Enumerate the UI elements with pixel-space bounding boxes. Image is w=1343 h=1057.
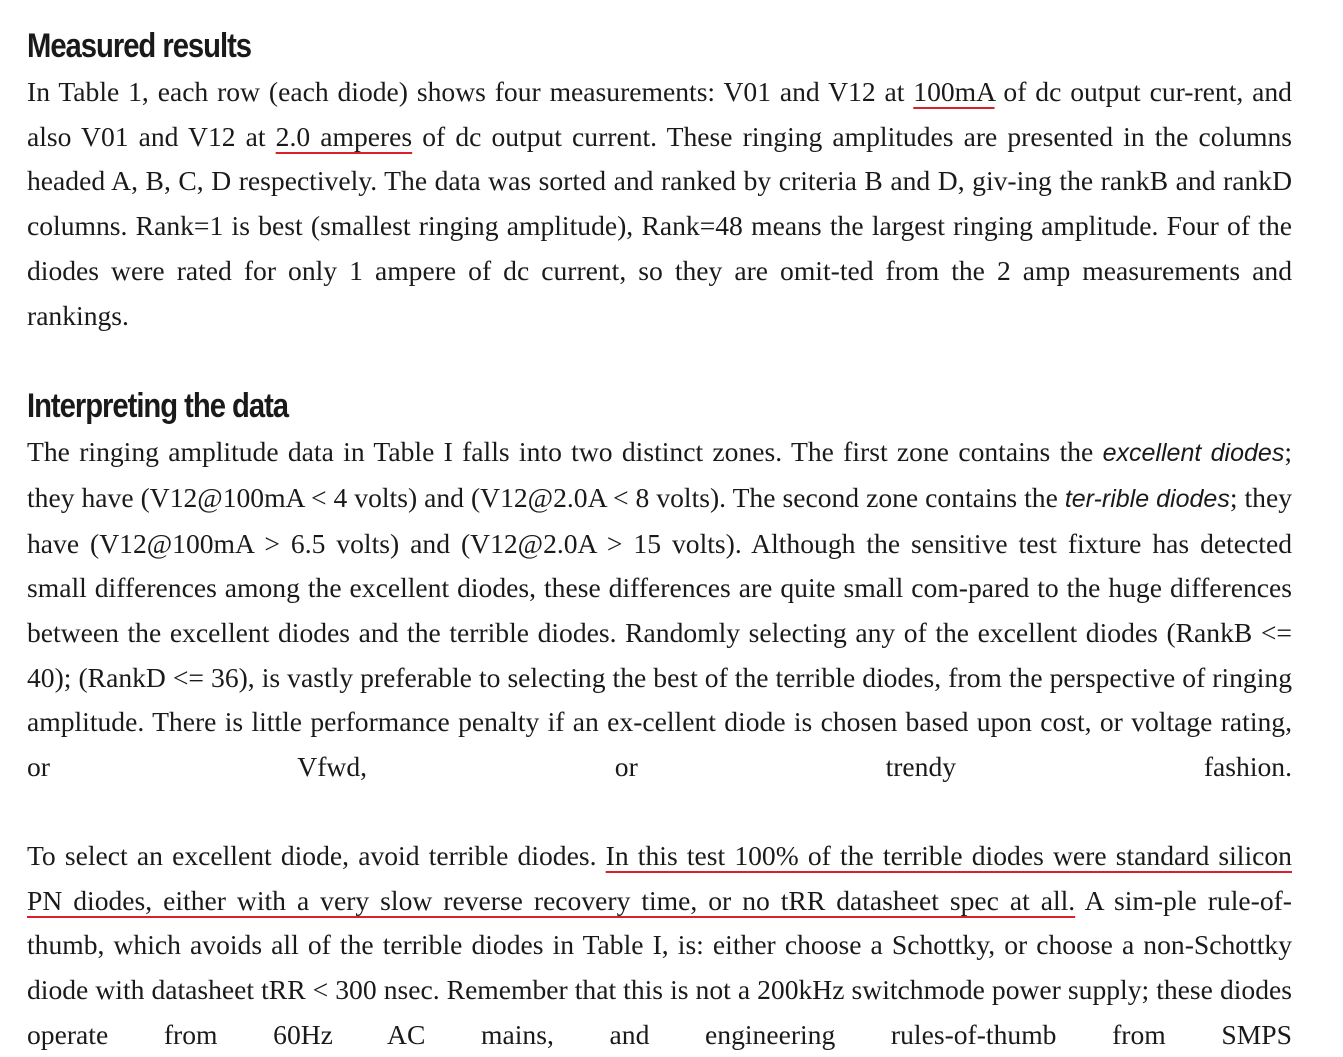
text-run: of dc output current. These ringing amplitudes are presented in the columns headed A, B, C, D respectively. The data was sorted and ranked by criteria B and D, giv-ing the rankB and rankD columns. Rank=1 is best (smallest ringing amplitude), Rank=48 means the largest ringing amplitude. Four of the diodes were rated for only 1 ampere of dc current, so they are omit-ted from the 2 amp measurements and rankings. — [27, 120, 1292, 331]
text-run: ; they have (V12@100mA > 6.5 volts) and (V12@2.0A > 15 volts). Although the sensitive test fixture has detected small differences among the excellent diodes, these differences are quite small com-pared to the huge differences between the excellent diodes and the terrible diodes. Randomly selecting any of the excellent diodes (RankB <= 40); (RankD <= 36), is vastly preferable to selecting the best of the terrible diodes, from the perspective of ringing amplitude. There is little performance penalty if an ex-cellent diode is chosen based upon cost, or voltage rating, or Vfwd, or trendy fashion. — [27, 481, 1292, 783]
text-run: ; they have (V12@100mA < 4 volts) and (V12@2.0A < 8 volts). The second zone contains the — [27, 436, 1292, 513]
paragraph-select-diode — [27, 834, 1292, 1057]
emphasis-text: excellent diodes — [1102, 439, 1285, 468]
underlined-text: 2.0 amperes — [275, 120, 413, 152]
paragraph-measured-results — [27, 70, 1292, 338]
text-run: To select an excellent diode, avoid terrible diodes. — [27, 839, 606, 871]
text-run: of dc output cur-rent, and also V01 and V12 at — [27, 76, 1292, 152]
document-page — [27, 22, 1292, 1057]
text-run: A sim-ple rule-of-thumb, which avoids all of the terrible diodes in Table I, is: either choose a Schottky, or choose a non-Schottky diode with datasheet tRR < 300 nsec. Remember that this is not a 200kHz switchmode power supply; these diodes operate from 60Hz AC mains, and engineering rules-of-thumb from SMPS — [27, 884, 1292, 1050]
section-heading-measured-results: Measured results — [27, 27, 252, 65]
text-run: In Table 1, each row (each diode) shows four measurements: V01 and V12 at — [27, 76, 914, 107]
emphasis-text: ter-rible diodes — [1064, 484, 1230, 513]
underlined-text: In this test 100% of the terrible diodes were standard silicon PN diodes, either with a very slow reverse recovery time, or no tRR datasheet spec at all. — [27, 839, 1292, 916]
paragraph-interpreting-data — [27, 430, 1292, 790]
underlined-text: 100mA — [913, 76, 995, 107]
section-heading-interpreting-data: Interpreting the data — [27, 387, 289, 426]
text-run: The ringing amplitude data in Table I falls into two distinct zones. The first zone contains the — [27, 436, 1103, 468]
